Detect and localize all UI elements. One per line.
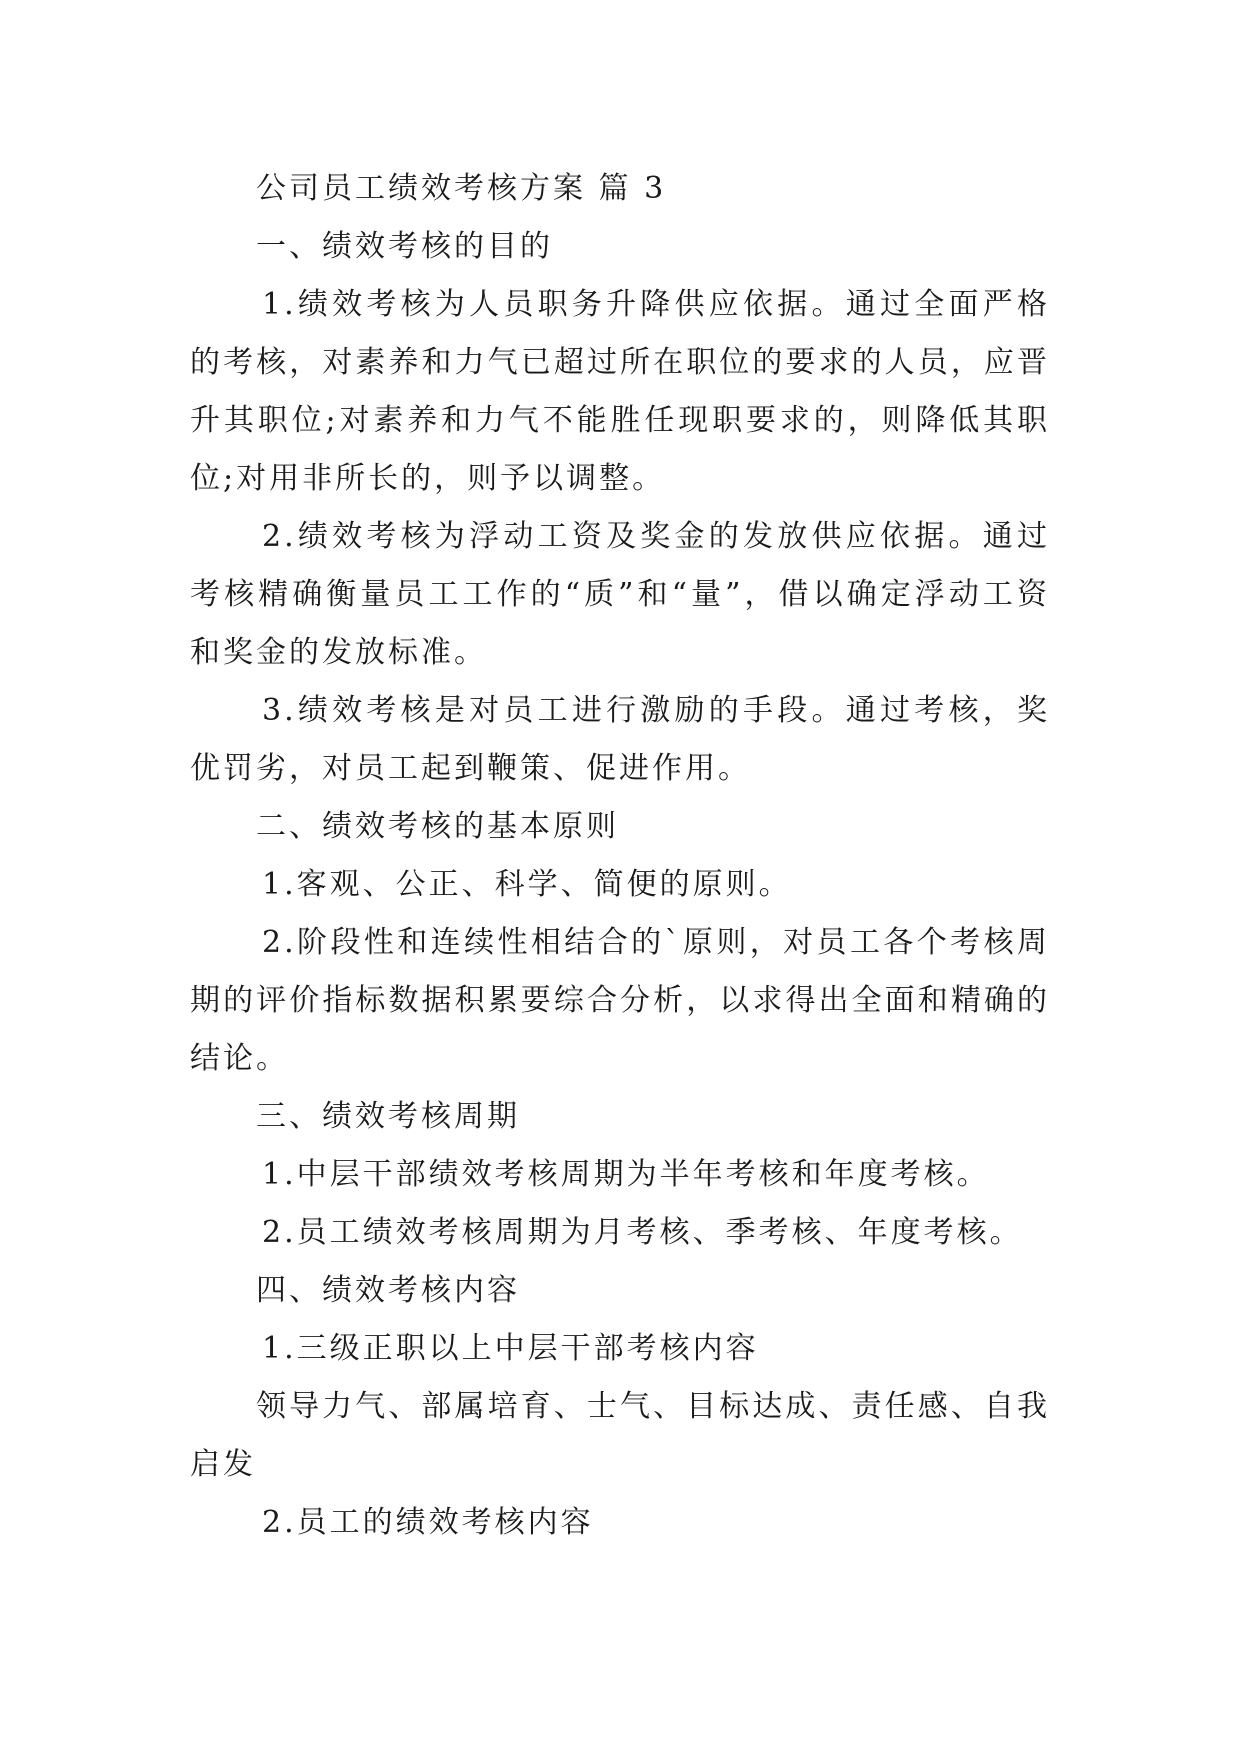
- paragraph-3-2: 2.员工绩效考核周期为月考核、季考核、年度考核。: [262, 1215, 1023, 1250]
- paragraph-4-2: 2.员工的绩效考核内容: [262, 1505, 594, 1540]
- section-heading-4: 四、绩效考核内容: [256, 1273, 520, 1308]
- paragraph-1-1: 1.绩效考核为人员职务升降供应依据。通过全面严格的考核，对素养和力气已超过所在职位的要求的人员，应晋升其职位;对素养和力气不能胜任现职要求的，则降低其职位;对用非所长的，则予以调整。: [190, 287, 1050, 496]
- paragraph-4-1: 1.三级正职以上中层干部考核内容: [262, 1331, 759, 1366]
- paragraph-2-2: 2.阶段性和连续性相结合的`原则，对员工各个考核周期的评价指标数据积累要综合分析，以求得出全面和精确的结论。: [190, 925, 1050, 1076]
- paragraph-1-2: 2.绩效考核为浮动工资及奖金的发放供应依据。通过考核精确衡量员工工作的“质”和“量”，借以确定浮动工资和奖金的发放标准。: [190, 519, 1050, 670]
- document-title: 公司员工绩效考核方案 篇 3: [256, 171, 667, 206]
- section-heading-3: 三、绩效考核周期: [256, 1099, 520, 1134]
- paragraph-1-3: 3.绩效考核是对员工进行激励的手段。通过考核，奖优罚劣，对员工起到鞭策、促进作用。: [190, 693, 1050, 786]
- paragraph-4-1-body: 领导力气、部属培育、士气、目标达成、责任感、自我启发: [190, 1389, 1050, 1482]
- document-content: [190, 160, 1050, 1552]
- section-heading-2: 二、绩效考核的基本原则: [256, 809, 619, 844]
- section-heading-1: 一、绩效考核的目的: [256, 229, 553, 264]
- paragraph-3-1: 1.中层干部绩效考核周期为半年考核和年度考核。: [262, 1157, 990, 1192]
- paragraph-2-1: 1.客观、公正、科学、简便的原则。: [262, 867, 792, 902]
